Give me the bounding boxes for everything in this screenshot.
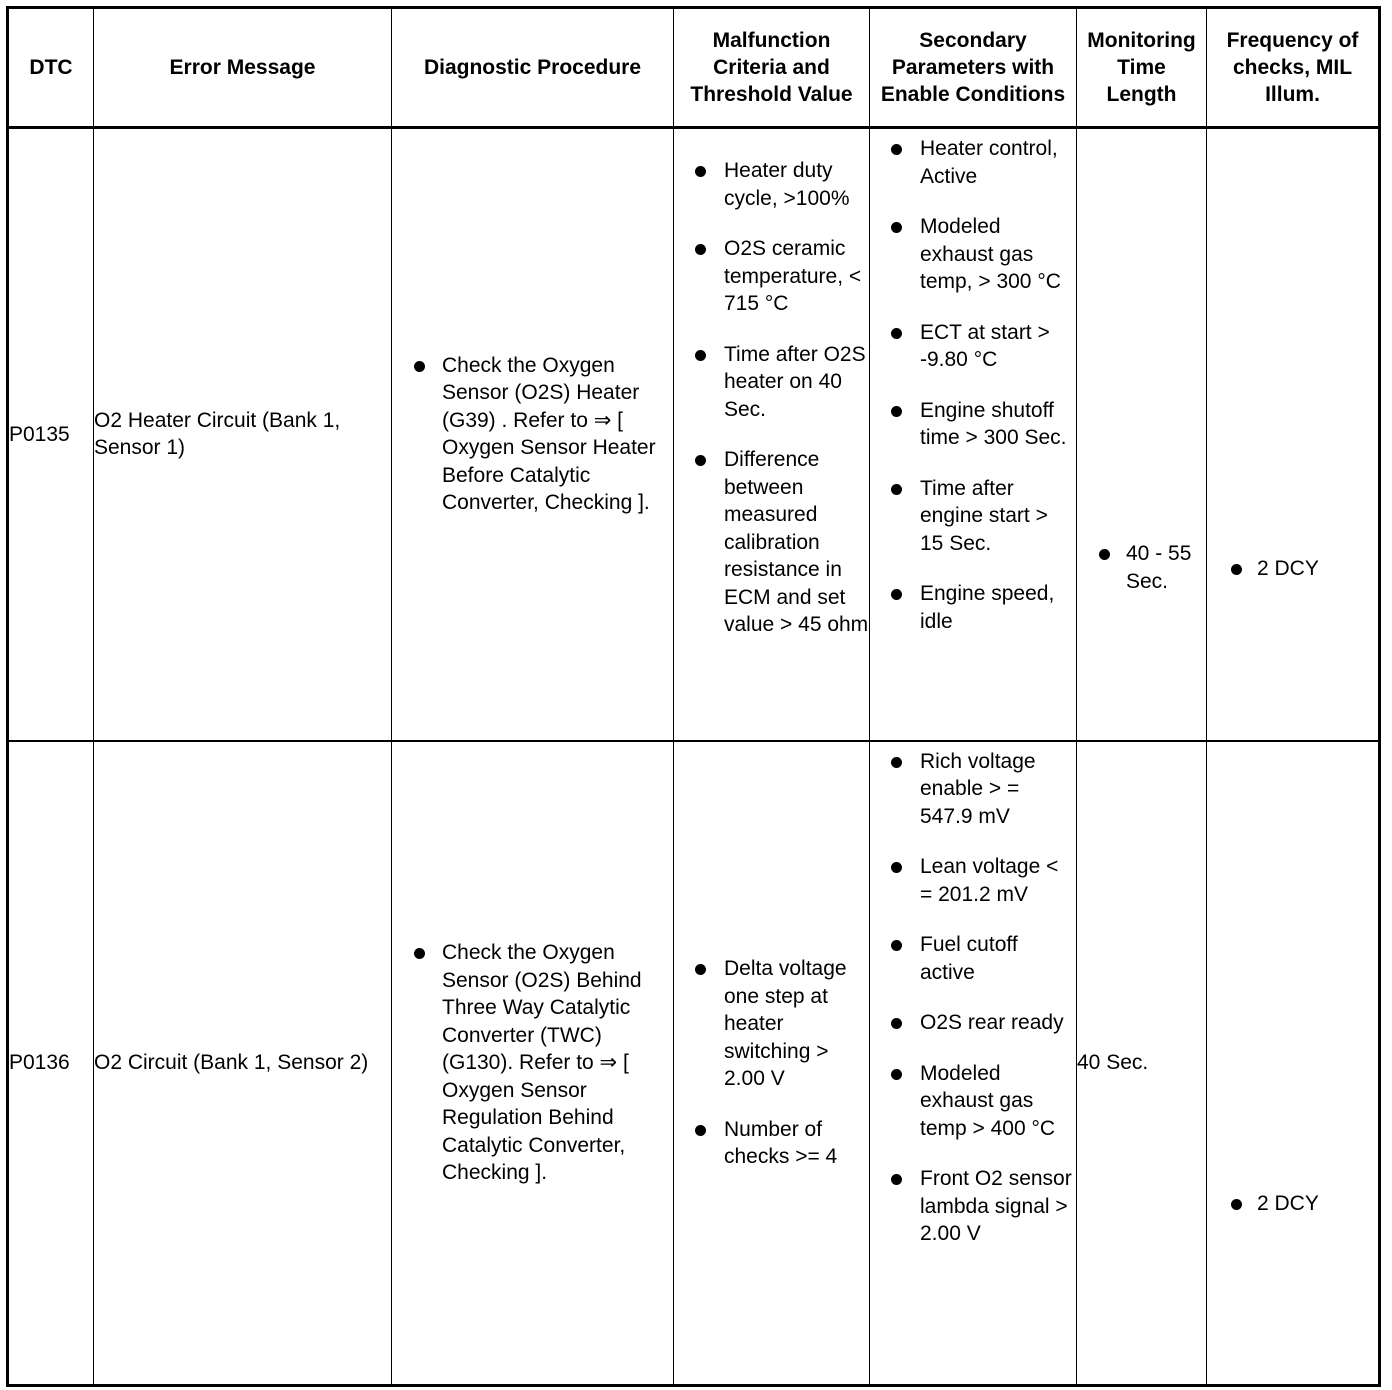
frequency-text: 2 DCY bbox=[1257, 556, 1319, 580]
bullet-icon bbox=[891, 862, 902, 873]
list-item bbox=[674, 1116, 869, 1171]
list-item bbox=[870, 931, 1076, 986]
list-item bbox=[870, 213, 1076, 296]
list-item bbox=[674, 157, 869, 212]
malfunction-criteria bbox=[674, 741, 870, 1386]
list-item bbox=[1077, 540, 1206, 595]
list-item bbox=[870, 475, 1076, 558]
bullet-icon bbox=[1231, 564, 1242, 575]
bullet-icon bbox=[695, 166, 706, 177]
header-secondary-parameters: Secondary Parameters with Enable Conditions bbox=[870, 8, 1077, 128]
list-item bbox=[674, 235, 869, 318]
criteria-text: Number of checks >= 4 bbox=[724, 1117, 838, 1168]
secondary-parameters bbox=[870, 128, 1077, 741]
list-item bbox=[870, 135, 1076, 190]
list-item bbox=[674, 955, 869, 1093]
bullet-icon bbox=[695, 350, 706, 361]
secondary-text: Lean voltage < = 201.2 mV bbox=[920, 855, 1059, 906]
list-item bbox=[392, 352, 673, 517]
secondary-text: Front O2 sensor lambda signal > 2.00 V bbox=[920, 1167, 1072, 1245]
frequency-text: 2 DCY bbox=[1257, 1192, 1319, 1215]
bullet-icon bbox=[891, 1069, 902, 1080]
bullet-icon bbox=[695, 244, 706, 255]
secondary-text: Engine speed, idle bbox=[920, 582, 1055, 633]
procedure-text: Check the Oxygen Sensor (O2S) Behind Three Way Catalytic Converter (TWC) (G130). Refer to ⇒ [ Oxygen Sensor Regulation Behind Catalytic Converter, Checking ]. bbox=[442, 941, 642, 1184]
secondary-text: Engine shutoff time > 300 Sec. bbox=[920, 398, 1067, 449]
dtc-table bbox=[6, 6, 1381, 1387]
list-item bbox=[870, 1060, 1076, 1143]
criteria-text: Difference between measured calibration resistance in ECM and set value > 45 ohm bbox=[724, 448, 869, 636]
dtc-code: P0135 bbox=[8, 128, 94, 741]
secondary-text: Modeled exhaust gas temp > 400 °C bbox=[920, 1061, 1056, 1140]
malfunction-criteria bbox=[674, 128, 870, 741]
list-item bbox=[674, 446, 869, 639]
list-item bbox=[870, 1009, 1076, 1037]
dtc-code: P0136 bbox=[8, 741, 94, 1386]
bullet-icon bbox=[891, 144, 902, 155]
list-item bbox=[392, 939, 673, 1187]
criteria-text: Heater duty cycle, >100% bbox=[724, 159, 850, 210]
header-frequency: Frequency of checks, MIL Illum. bbox=[1207, 8, 1380, 128]
header-diagnostic-procedure: Diagnostic Procedure bbox=[392, 8, 674, 128]
bullet-icon bbox=[891, 940, 902, 951]
frequency bbox=[1207, 741, 1380, 1386]
list-item bbox=[870, 319, 1076, 374]
list-item bbox=[870, 580, 1076, 635]
criteria-text: Time after O2S heater on 40 Sec. bbox=[724, 342, 866, 421]
bullet-icon bbox=[891, 1174, 902, 1185]
bullet-icon bbox=[891, 222, 902, 233]
bullet-icon bbox=[695, 455, 706, 466]
bullet-icon bbox=[414, 948, 425, 959]
header-dtc: DTC bbox=[8, 8, 94, 128]
secondary-text: O2S rear ready bbox=[920, 1011, 1064, 1034]
header-error-message: Error Message bbox=[94, 8, 392, 128]
bullet-icon bbox=[891, 406, 902, 417]
secondary-parameters bbox=[870, 741, 1077, 1386]
header-monitoring-time: Monitoring Time Length bbox=[1077, 8, 1207, 128]
bullet-icon bbox=[695, 1125, 706, 1136]
list-item bbox=[870, 853, 1076, 908]
secondary-text: Fuel cutoff active bbox=[920, 933, 1018, 984]
time-text: 40 - 55 Sec. bbox=[1126, 542, 1192, 593]
list-item bbox=[870, 1165, 1076, 1248]
bullet-icon bbox=[891, 589, 902, 600]
diagnostic-procedure bbox=[392, 741, 674, 1386]
secondary-text: ECT at start > -9.80 °C bbox=[920, 320, 1050, 371]
bullet-icon bbox=[891, 757, 902, 768]
bullet-icon bbox=[891, 1018, 902, 1029]
procedure-text: Check the Oxygen Sensor (O2S) Heater (G39) . Refer to ⇒ [ Oxygen Sensor Heater Before Catalytic Converter, Checking ]. bbox=[442, 353, 656, 515]
bullet-icon bbox=[414, 361, 425, 372]
criteria-text: O2S ceramic temperature, < 715 °C bbox=[724, 237, 862, 315]
frequency bbox=[1207, 128, 1380, 741]
criteria-text: Delta voltage one step at heater switching > 2.00 V bbox=[724, 957, 847, 1090]
list-item bbox=[870, 748, 1076, 831]
monitoring-time bbox=[1077, 128, 1207, 741]
dtc-document bbox=[6, 6, 1378, 1384]
bullet-icon bbox=[1231, 1199, 1242, 1210]
error-message: O2 Heater Circuit (Bank 1, Sensor 1) bbox=[94, 128, 392, 741]
secondary-text: Rich voltage enable > = 547.9 mV bbox=[920, 749, 1036, 828]
secondary-text: Modeled exhaust gas temp, > 300 °C bbox=[920, 215, 1061, 293]
bullet-icon bbox=[695, 964, 706, 975]
bullet-icon bbox=[891, 484, 902, 495]
header-row bbox=[8, 8, 1380, 128]
secondary-text: Time after engine start > 15 Sec. bbox=[920, 476, 1048, 555]
error-message: O2 Circuit (Bank 1, Sensor 2) bbox=[94, 741, 392, 1386]
bullet-icon bbox=[1099, 549, 1110, 560]
list-item bbox=[1207, 555, 1378, 583]
table-row bbox=[8, 128, 1380, 741]
header-malfunction-criteria: Malfunction Criteria and Threshold Value bbox=[674, 8, 870, 128]
list-item bbox=[1207, 1190, 1378, 1218]
list-item bbox=[674, 341, 869, 424]
diagnostic-procedure bbox=[392, 128, 674, 741]
monitoring-time: 40 Sec. bbox=[1077, 741, 1207, 1386]
table-row bbox=[8, 741, 1380, 1386]
list-item bbox=[870, 397, 1076, 452]
bullet-icon bbox=[891, 328, 902, 339]
secondary-text: Heater control, Active bbox=[920, 137, 1058, 188]
